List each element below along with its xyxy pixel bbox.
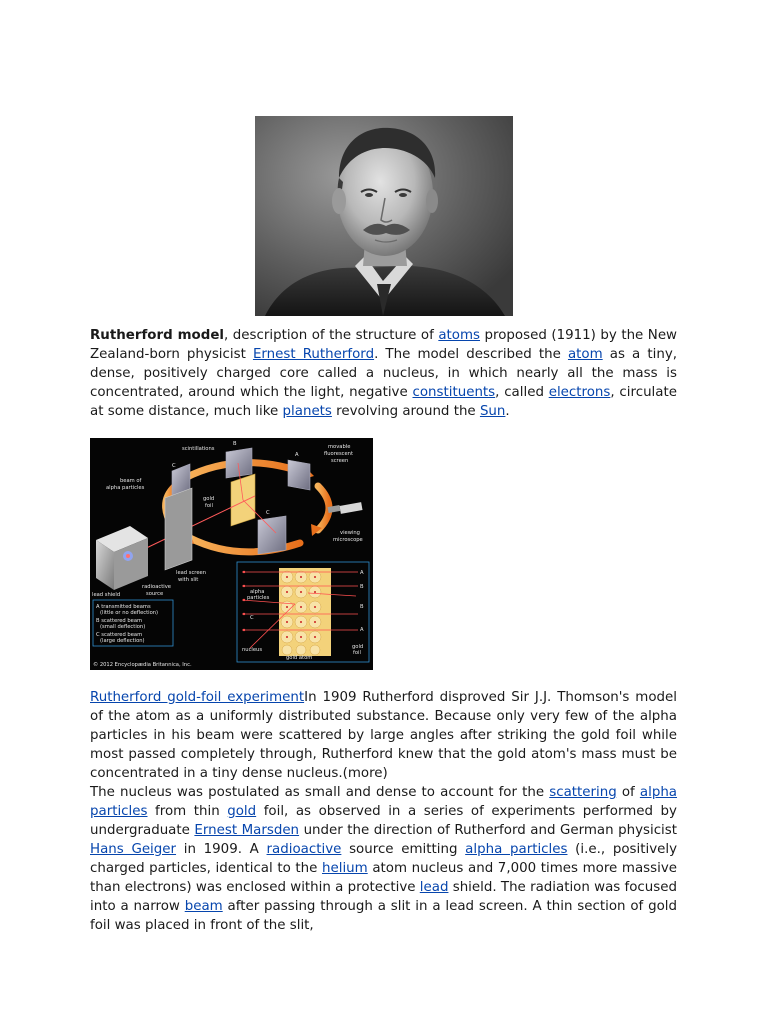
label-screen-b: B <box>233 441 237 447</box>
text-run: as a tiny, dense, positively charged core called a nucleus, in which nearly all the mass is concentrated, around which the light, negative <box>90 347 678 400</box>
text-run: under the direction of Rutherford and German physicist <box>299 823 677 838</box>
intro-paragraph <box>90 326 677 421</box>
inset-label-particles: particles <box>247 595 270 601</box>
text-run: source emitting <box>341 842 466 857</box>
label-radioactive: radioactive <box>142 584 171 590</box>
gold-foil-experiment-diagram <box>90 438 373 670</box>
rutherford-portrait-image <box>255 116 513 316</box>
text-run: after passing through a slit in a lead screen. A thin section of gold foil was placed in front of the slit, <box>90 899 677 933</box>
link-ernest-rutherford[interactable]: Ernest Rutherford <box>252 347 375 362</box>
text-run: The nucleus was postulated as small and dense to account for the <box>90 785 550 800</box>
label-viewing: viewing <box>340 530 360 536</box>
text-run: . The model described the <box>374 347 568 362</box>
inset-label-nucleus: nucleus <box>242 647 263 653</box>
label-with-slit: with slit <box>178 577 199 583</box>
text-run: from thin <box>147 804 228 819</box>
caption-paragraph <box>90 688 677 783</box>
inset-label-c: C <box>250 615 254 621</box>
label-foil: foil <box>205 503 213 509</box>
legend-a-line1: A transmitted beams <box>96 604 151 610</box>
text-run: foil, as observed in a series of experiments performed by undergraduate <box>90 804 677 838</box>
link-alpha-particles[interactable]: alpha particles <box>90 785 678 819</box>
link-radioactive[interactable]: radioactive <box>266 842 342 857</box>
inset-label-b2: B <box>360 604 364 610</box>
legend-b-line1: B scattered beam <box>96 618 143 624</box>
link-planets[interactable]: planets <box>282 404 332 419</box>
label-screen-c: C <box>172 463 176 469</box>
text-run: shield. The radiation was focused into a narrow <box>90 880 677 914</box>
label-microscope: microscope <box>333 537 363 543</box>
text-run: atom nucleus and 7,000 times more massive than electrons) was enclosed within a protective <box>90 861 677 895</box>
text-run: of <box>616 785 640 800</box>
link-scattering[interactable]: scattering <box>549 785 617 800</box>
label-screen-c2: C <box>266 510 270 516</box>
text-run: , description of the structure of <box>224 328 439 343</box>
legend-c-line2: (large deflection) <box>100 638 145 644</box>
inset-label-foil: foil <box>353 650 361 656</box>
text-run: . <box>505 404 510 419</box>
label-lead-screen: lead screen <box>176 570 206 576</box>
label-alpha-particles: alpha particles <box>106 485 145 491</box>
inset-label-gold-atom: gold atom <box>286 655 313 661</box>
label-fluorescent: fluorescent <box>324 451 354 457</box>
inset-label-b1: B <box>360 584 364 590</box>
text-run: proposed (1911) by the New Zealand-born physicist <box>90 328 678 362</box>
text-run: in 1909. A <box>176 842 267 857</box>
gold-atom-inset <box>237 562 369 662</box>
portrait-illustration <box>255 116 513 316</box>
text-run: In 1909 Rutherford disproved Sir J.J. Thomson's model of the atom as a uniformly distributed substance. Because only very few of the alpha particles in his beam were scattered by large angles after striking the gold foil while most passed completely through, Rutherford knew that the gold atom's mass must be concentrated in a tiny dense nucleus.(more) <box>90 690 677 781</box>
text-run: revolving around the <box>331 404 480 419</box>
text-run: (i.e., positively charged particles, identical to the <box>90 842 678 876</box>
label-screen: screen <box>331 458 349 464</box>
inset-label-a1: A <box>360 570 364 576</box>
link-ernest-marsden[interactable]: Ernest Marsden <box>194 823 300 838</box>
experiment-illustration <box>90 438 373 670</box>
link-hans-geiger[interactable]: Hans Geiger <box>90 842 177 857</box>
link-atom[interactable]: atom <box>567 347 603 362</box>
label-beam-of: beam of <box>120 478 142 484</box>
label-scintillations: scintillations <box>182 446 215 452</box>
link-lead[interactable]: lead <box>419 880 449 895</box>
link-gold[interactable]: gold <box>227 804 257 819</box>
text-run: , circulate at some distance, much like <box>90 385 677 419</box>
link-beam[interactable]: beam <box>184 899 223 914</box>
inset-label-gold: gold <box>352 644 364 650</box>
legend-c-line1: C scattered beam <box>96 632 143 638</box>
label-movable: movable <box>328 444 351 450</box>
label-lead-shield: lead shield <box>92 592 121 598</box>
link-constituents[interactable]: constituents <box>412 385 496 400</box>
link-atoms[interactable]: atoms <box>438 328 481 343</box>
legend-a-line2: (little or no deflection) <box>100 610 159 616</box>
diagram-copyright: © 2012 Encyclopædia Britannica, Inc. <box>93 662 192 668</box>
label-source: source <box>146 591 164 597</box>
text-run: , called <box>495 385 549 400</box>
link-sun[interactable]: Sun <box>479 404 506 419</box>
link-gold-foil-experiment[interactable]: Rutherford gold-foil experiment <box>90 690 305 705</box>
legend-b-line2: (small deflection) <box>100 624 146 630</box>
link-helium[interactable]: helium <box>322 861 368 876</box>
article-title: Rutherford model <box>90 328 225 343</box>
link-electrons[interactable]: electrons <box>548 385 611 400</box>
link-alpha-particles-2[interactable]: alpha particles <box>465 842 568 857</box>
label-gold: gold <box>203 496 215 502</box>
body-paragraph <box>90 783 677 935</box>
label-screen-a: A <box>295 452 299 458</box>
inset-label-alpha: alpha <box>250 589 265 595</box>
inset-label-a2: A <box>360 627 364 633</box>
